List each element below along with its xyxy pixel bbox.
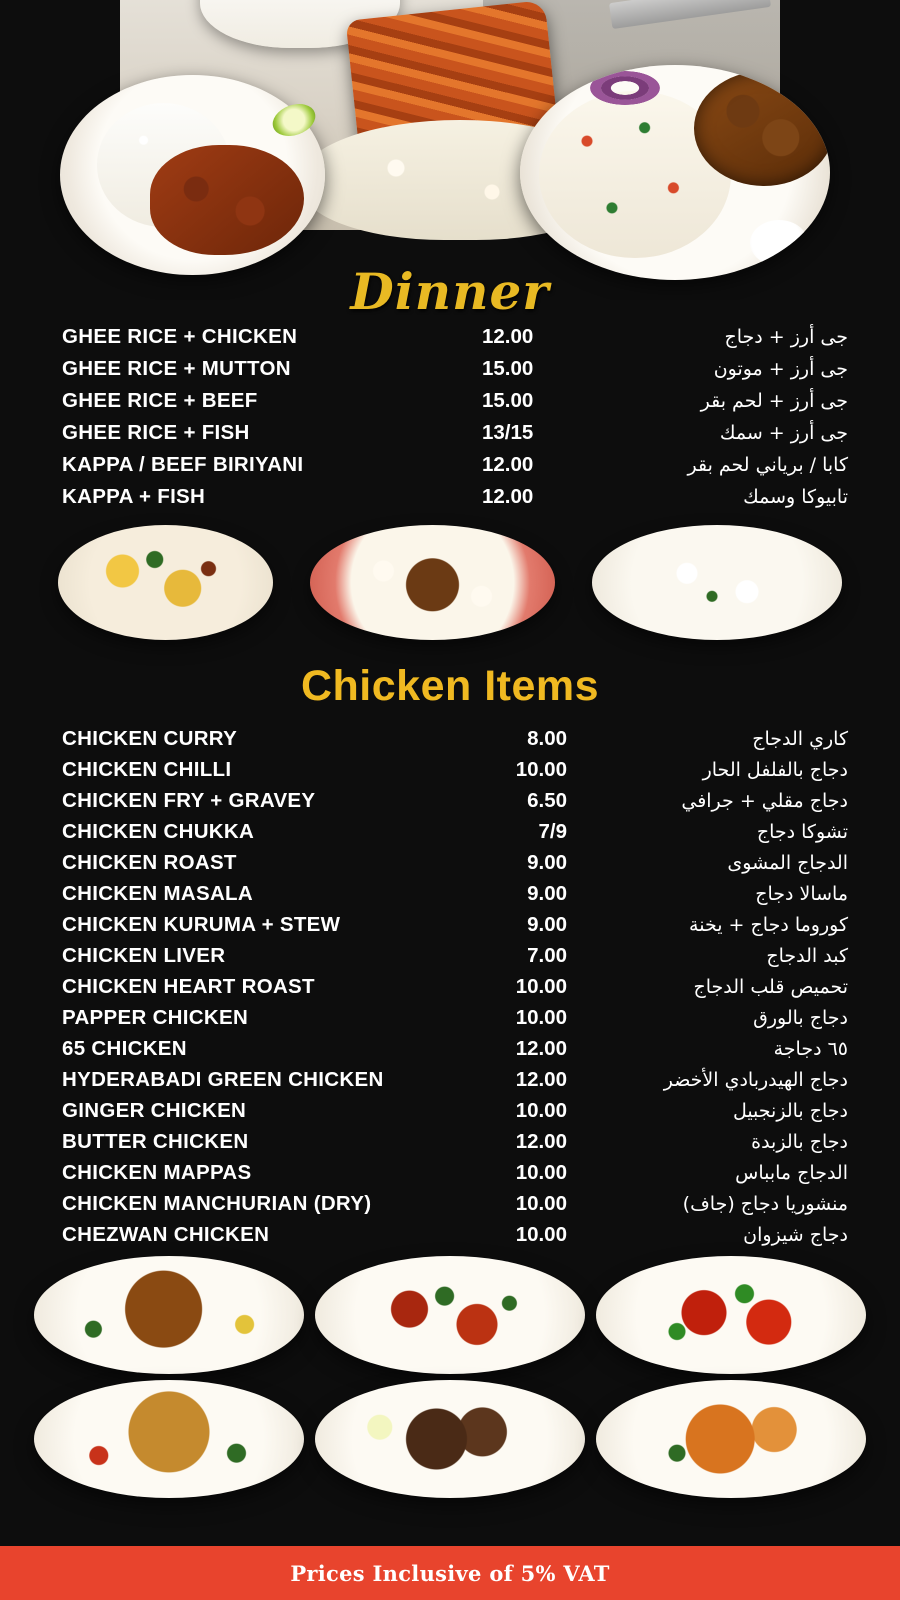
- menu-item-name: CHICKEN MASALA: [62, 881, 253, 905]
- menu-item-name: KAPPA / BEEF BIRIYANI: [62, 453, 304, 476]
- menu-item-price: 15.00: [482, 389, 534, 412]
- menu-item-price: 12.00: [515, 1129, 567, 1153]
- menu-item-arabic: دجاج بالزنجبيل: [732, 1099, 848, 1122]
- menu-item-arabic: دجاج الهيدربادي الأخضر: [663, 1068, 848, 1091]
- menu-item-name: HYDERABADI GREEN CHICKEN: [62, 1067, 384, 1091]
- menu-item-price: 6.50: [527, 788, 567, 812]
- menu-item-row: [62, 816, 848, 847]
- menu-item-row: [62, 754, 848, 785]
- roast-chicken-photo-1: [34, 1256, 304, 1374]
- menu-item-name: CHICKEN FRY + GRAVEY: [62, 788, 316, 812]
- menu-item-price: 12.00: [482, 325, 534, 348]
- menu-item-row: [62, 1126, 848, 1157]
- menu-item-row: [62, 1095, 848, 1126]
- menu-item-arabic: تشوكا دجاج: [756, 820, 848, 843]
- menu-item-row: [62, 481, 848, 513]
- menu-item-name: CHICKEN HEART ROAST: [62, 974, 315, 998]
- menu-item-arabic: دجاج شيزوان: [743, 1223, 848, 1246]
- menu-item-row: [62, 1157, 848, 1188]
- dinner-menu-list: [0, 321, 900, 513]
- menu-item-price: 12.00: [482, 453, 534, 476]
- menu-item-arabic: دجاج بالزبدة: [751, 1130, 848, 1153]
- menu-item-price: 10.00: [515, 1005, 567, 1029]
- menu-item-arabic: دجاج بالفلفل الحار: [702, 758, 848, 781]
- butter-chicken-photo: [596, 1380, 866, 1498]
- chilli-chicken-photo: [315, 1256, 585, 1374]
- menu-item-price: 10.00: [515, 1160, 567, 1184]
- roast-chicken-photo-2: [34, 1380, 304, 1498]
- menu-item-row: [62, 940, 848, 971]
- curry-bowl-photo: [694, 71, 830, 186]
- menu-item-arabic: جى أرز + موتون: [713, 358, 848, 380]
- kappa-dish-photo: [58, 525, 273, 640]
- menu-item-price: 7.00: [527, 943, 567, 967]
- menu-item-name: 65 CHICKEN: [62, 1036, 187, 1060]
- menu-item-name: GINGER CHICKEN: [62, 1098, 247, 1122]
- menu-item-name: CHICKEN MAPPAS: [62, 1160, 252, 1184]
- 65-chicken-photo: [596, 1256, 866, 1374]
- menu-item-price: 15.00: [482, 357, 534, 380]
- menu-item-name: CHICKEN KURUMA + STEW: [62, 912, 341, 936]
- chicken-photo-grid: [0, 1250, 900, 1498]
- ghee-rice-photo: [592, 525, 842, 640]
- chicken-menu-list: [0, 723, 900, 1250]
- menu-item-row: [62, 847, 848, 878]
- menu-item-arabic: منشوريا دجاج (جاف): [682, 1192, 848, 1215]
- menu-item-name: CHICKEN ROAST: [62, 850, 237, 874]
- menu-item-arabic: الدجاج المشوى: [727, 851, 848, 874]
- vat-footer-banner: [0, 1546, 900, 1600]
- menu-item-price: 9.00: [527, 850, 567, 874]
- menu-item-name: CHICKEN CHILLI: [62, 757, 232, 781]
- fish-biryani-photo: [310, 525, 555, 640]
- menu-item-arabic: تابيوكا وسمك: [743, 486, 848, 508]
- menu-item-arabic: ماسالا دجاج: [755, 882, 848, 905]
- menu-item-arabic: ٦٥ دجاجة: [773, 1037, 848, 1060]
- menu-item-price: 10.00: [515, 757, 567, 781]
- menu-item-price: 9.00: [527, 912, 567, 936]
- menu-item-row: [62, 1002, 848, 1033]
- menu-item-price: 8.00: [527, 726, 567, 750]
- menu-item-price: 10.00: [515, 1098, 567, 1122]
- menu-item-row: [62, 1219, 848, 1250]
- menu-item-arabic: كبد الدجاج: [766, 944, 848, 967]
- menu-item-price: 12.00: [515, 1067, 567, 1091]
- menu-item-price: 7/9: [538, 819, 567, 843]
- menu-item-price: 13/15: [482, 421, 534, 444]
- rice-and-curry-plate-photo: [60, 75, 325, 275]
- menu-item-name: GHEE RICE + FISH: [62, 421, 250, 444]
- menu-item-arabic: تحميص قلب الدجاج: [693, 975, 848, 998]
- menu-item-arabic: كوروما دجاج + يخنة: [689, 913, 848, 936]
- menu-item-name: CHEZWAN CHICKEN: [62, 1222, 270, 1246]
- menu-item-price: 12.00: [515, 1036, 567, 1060]
- menu-item-row: [62, 971, 848, 1002]
- menu-item-name: KAPPA + FISH: [62, 485, 206, 508]
- menu-item-name: CHICKEN CURRY: [62, 726, 238, 750]
- menu-item-arabic: دجاج بالورق: [753, 1006, 848, 1029]
- menu-item-arabic: جى أرز + لحم بقر: [700, 390, 848, 412]
- menu-item-name: BUTTER CHICKEN: [62, 1129, 249, 1153]
- hero-food-photo-band: [0, 0, 900, 300]
- onion-rings-photo: [590, 71, 660, 105]
- chicken-liver-photo: [315, 1380, 585, 1498]
- menu-item-row: [62, 449, 848, 481]
- menu-item-row: [62, 723, 848, 754]
- menu-item-row: [62, 417, 848, 449]
- menu-item-name: CHICKEN LIVER: [62, 943, 226, 967]
- menu-item-row: [62, 385, 848, 417]
- menu-item-row: [62, 785, 848, 816]
- menu-item-arabic: دجاج مقلي + جرافي: [681, 789, 848, 812]
- menu-item-row: [62, 878, 848, 909]
- menu-item-arabic: جى أرز + دجاج: [724, 326, 848, 348]
- menu-item-name: GHEE RICE + BEEF: [62, 389, 258, 412]
- menu-item-row: [62, 1033, 848, 1064]
- menu-item-arabic: كابا / برياني لحم بقر: [687, 454, 848, 476]
- boiled-egg-photo: [750, 220, 808, 266]
- menu-item-price: 9.00: [527, 881, 567, 905]
- biryani-plate-photo: [520, 65, 830, 280]
- menu-item-arabic: كاري الدجاج: [752, 727, 848, 750]
- dinner-photo-row: [0, 513, 900, 644]
- menu-item-name: CHICKEN CHUKKA: [62, 819, 255, 843]
- menu-item-name: GHEE RICE + CHICKEN: [62, 325, 298, 348]
- menu-item-price: 10.00: [515, 1191, 567, 1215]
- chicken-section-title: Chicken Items: [300, 662, 600, 710]
- menu-item-row: [62, 353, 848, 385]
- menu-item-price: 12.00: [482, 485, 534, 508]
- menu-item-row: [62, 321, 848, 353]
- menu-item-row: [62, 1064, 848, 1095]
- menu-item-price: 10.00: [515, 1222, 567, 1246]
- menu-item-name: CHICKEN MANCHURIAN (DRY): [62, 1191, 372, 1215]
- menu-item-row: [62, 1188, 848, 1219]
- menu-item-name: GHEE RICE + MUTTON: [62, 357, 291, 380]
- menu-item-row: [62, 909, 848, 940]
- menu-item-price: 10.00: [515, 974, 567, 998]
- vat-footer-text: Prices Inclusive of 5% VAT: [290, 1560, 610, 1586]
- menu-item-arabic: جى أرز + سمك: [719, 422, 848, 444]
- menu-item-arabic: الدجاج مابباس: [735, 1161, 848, 1184]
- dinner-section-title: Dinner: [350, 262, 550, 321]
- menu-item-name: PAPPER CHICKEN: [62, 1005, 249, 1029]
